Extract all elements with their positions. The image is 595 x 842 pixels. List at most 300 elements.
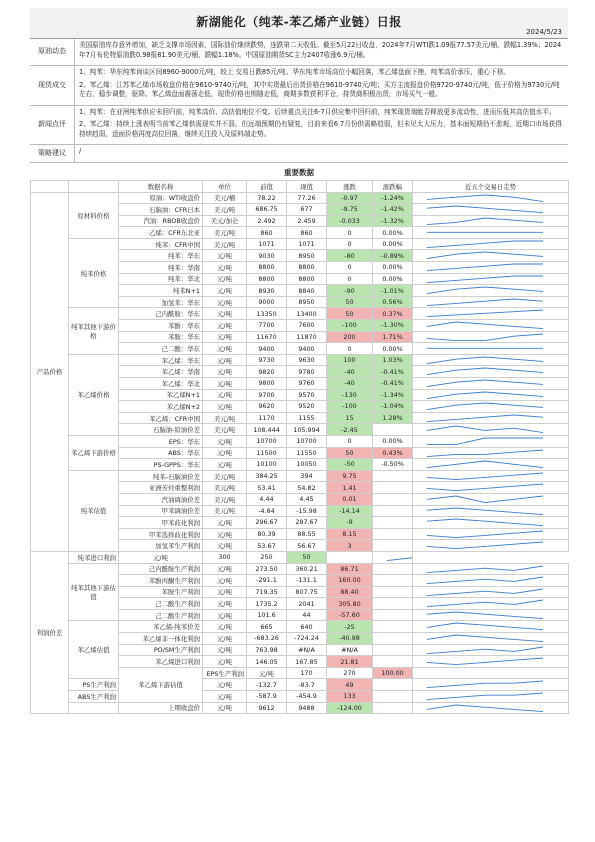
change-cell: 100.00 — [373, 667, 413, 679]
table-header-row — [31, 180, 569, 192]
sparkline-path — [427, 461, 543, 468]
change-cell: -14.14 — [327, 505, 373, 517]
name-cell: 苯乙烯进口利润 — [119, 656, 203, 668]
unit-cell: 美元/吨 — [203, 204, 247, 216]
pct-change-cell: 0.43% — [373, 447, 413, 459]
current-cell: 9780 — [287, 366, 327, 378]
name-cell: 苯酚丙酮生产利润 — [119, 575, 203, 587]
sparkline-path — [427, 426, 543, 433]
group-cell: 苯乙烯下游价格 — [69, 435, 119, 470]
sparkline-path — [427, 519, 543, 526]
sparkline-cell — [413, 215, 569, 227]
pct-change-cell: -0.50% — [373, 459, 413, 471]
sparkline — [413, 436, 569, 447]
unit-cell: 元/吨 — [203, 540, 247, 552]
sparkline-cell — [413, 262, 569, 274]
prev-cell: 8800 — [247, 262, 287, 274]
pct-change-cell: 0.00% — [373, 238, 413, 250]
sparkline-path — [427, 368, 543, 375]
table-row — [31, 702, 569, 714]
change-cell: 0 — [327, 273, 373, 285]
current-cell: 270 — [327, 667, 373, 679]
sparkline — [413, 517, 569, 528]
change-cell: 9.75 — [327, 470, 373, 482]
change-cell: 21.81 — [327, 656, 373, 668]
sparkline-path — [427, 218, 543, 225]
change-cell: 8.15 — [327, 528, 373, 540]
sparkline-path — [427, 496, 543, 503]
change-cell: -0.97 — [327, 192, 373, 204]
name-cell: PO/SM生产利润 — [119, 644, 203, 656]
current-cell: 807.75 — [287, 586, 327, 598]
sparkline-path — [427, 380, 543, 387]
prev-cell: 4.44 — [247, 493, 287, 505]
pct-change-cell: -0.41% — [373, 378, 413, 390]
sparkline-cell — [413, 435, 569, 447]
prev-cell: 300 — [203, 551, 247, 563]
pct-change-cell — [373, 691, 413, 703]
sparkline — [413, 343, 569, 354]
category-cell: 利润价差 — [31, 551, 69, 713]
name-cell: 纯苯进口利润 — [69, 551, 119, 563]
change-cell: #N/A — [327, 644, 373, 656]
prev-cell: 101.6 — [247, 609, 287, 621]
group-cell: 苯乙烯估值 — [69, 621, 119, 679]
current-cell: 11550 — [287, 447, 327, 459]
column-header: 数据名称 — [119, 180, 203, 192]
unit-cell: 元/吨 — [203, 273, 247, 285]
sparkline — [413, 193, 569, 204]
unit-cell: 元/吨 — [203, 702, 247, 714]
table-row — [31, 192, 569, 204]
name-cell: 苯胺生产利润 — [119, 586, 203, 598]
pct-change-cell — [373, 505, 413, 517]
current-cell: 9630 — [287, 354, 327, 366]
unit-cell: 元/吨 — [203, 691, 247, 703]
current-cell: 8950 — [287, 250, 327, 262]
name-cell: 苯乙烯：华东 — [119, 354, 203, 366]
prev-cell: 273.50 — [247, 563, 287, 575]
unit-cell: 元/吨 — [203, 343, 247, 355]
sparkline-cell — [373, 551, 413, 563]
name-cell: 纯苯：CFR中国 — [119, 238, 203, 250]
prev-cell: 80.39 — [247, 528, 287, 540]
unit-cell: 元/吨 — [247, 667, 287, 679]
name-cell: 加氢苯：华东 — [119, 296, 203, 308]
sparkline-path — [427, 600, 543, 607]
prev-cell: 13350 — [247, 308, 287, 320]
change-cell: 0 — [327, 238, 373, 250]
change-cell: -9.75 — [327, 204, 373, 216]
pct-change-cell: -0.41% — [373, 366, 413, 378]
unit-cell: 元/吨 — [203, 308, 247, 320]
sparkline-path — [427, 403, 543, 410]
current-cell: -454.9 — [287, 691, 327, 703]
sparkline-path — [427, 508, 543, 515]
name-cell: PS-GPPS：华东 — [119, 459, 203, 471]
unit-cell: 元/吨 — [203, 563, 247, 575]
prev-cell: 9000 — [247, 296, 287, 308]
pct-change-cell — [327, 551, 373, 563]
pct-change-cell: -1.34% — [373, 389, 413, 401]
current-cell: -83.7 — [287, 679, 327, 691]
unit-cell: 元/吨 — [203, 517, 247, 529]
pct-change-cell — [373, 517, 413, 529]
sparkline-cell — [413, 389, 569, 401]
prev-cell: 9800 — [247, 378, 287, 390]
change-cell: -40 — [327, 366, 373, 378]
current-cell: 9520 — [287, 401, 327, 413]
current-cell: 4.45 — [287, 493, 327, 505]
change-cell: 88.40 — [327, 586, 373, 598]
report-header — [30, 8, 568, 39]
pct-change-cell: 0.00% — [373, 435, 413, 447]
sparkline-cell — [413, 366, 569, 378]
sparkline — [413, 540, 569, 551]
prev-cell: 384.25 — [247, 470, 287, 482]
change-cell: -130 — [327, 389, 373, 401]
pct-change-cell: 0.37% — [373, 308, 413, 320]
unit-cell: 元/吨 — [203, 633, 247, 645]
name-cell: 己二酸：华东 — [119, 343, 203, 355]
pct-change-cell: -1.30% — [373, 320, 413, 332]
name-cell: 甲苯选择歧化利润 — [119, 528, 203, 540]
change-cell: 0 — [327, 262, 373, 274]
sparkline-cell — [413, 633, 569, 645]
sparkline — [413, 297, 569, 308]
column-header: 单位 — [203, 180, 247, 192]
prev-cell: 9400 — [247, 343, 287, 355]
name-cell: 己二酸生产利润 — [119, 598, 203, 610]
group-cell: 苯乙烯价格 — [69, 354, 119, 435]
sparkline-path — [427, 392, 543, 399]
table-row — [31, 679, 569, 691]
change-cell: -57.60 — [327, 609, 373, 621]
sparkline — [413, 401, 569, 412]
change-cell: -100 — [327, 320, 373, 332]
name-cell: 苯乙烯：华北 — [119, 378, 203, 390]
prev-cell: 1735.2 — [247, 598, 287, 610]
sparkline-path — [427, 450, 543, 457]
pct-change-cell — [373, 575, 413, 587]
table-row — [31, 563, 569, 575]
change-cell: 1.41 — [327, 482, 373, 494]
name-cell: ABS生产利润 — [69, 691, 119, 703]
sparkline-cell — [413, 540, 569, 552]
sparkline-cell — [413, 691, 569, 703]
change-cell: 0 — [327, 435, 373, 447]
prev-cell: -291.1 — [247, 575, 287, 587]
name-cell: EPS：华东 — [119, 435, 203, 447]
section-label: 新闻点评 — [30, 106, 75, 145]
unit-cell: 元/吨 — [203, 644, 247, 656]
column-header: 前值 — [247, 180, 287, 192]
table-row — [31, 238, 569, 250]
sparkline-cell — [413, 401, 569, 413]
pct-change-cell: 0.56% — [373, 296, 413, 308]
current-cell: -131.1 — [287, 575, 327, 587]
current-cell: 8800 — [287, 262, 327, 274]
sparkline — [413, 471, 569, 482]
current-cell: 13400 — [287, 308, 327, 320]
unit-cell: 元/吨 — [203, 679, 247, 691]
column-header: 涨跌幅 — [373, 180, 413, 192]
name-cell: 苯乙烯N+1 — [119, 389, 203, 401]
column-header — [69, 180, 119, 192]
sparkline — [413, 482, 569, 493]
prev-cell: 8930 — [247, 285, 287, 297]
unit-cell: 美元/吨 — [203, 493, 247, 505]
unit-cell: 元/吨 — [203, 435, 247, 447]
current-cell: #N/A — [287, 644, 327, 656]
sparkline-cell — [413, 354, 569, 366]
sparkline — [413, 448, 569, 459]
unit-cell: 元/吨 — [203, 250, 247, 262]
pct-change-cell — [373, 493, 413, 505]
pct-change-cell — [373, 586, 413, 598]
unit-cell: 美元/加仑 — [203, 215, 247, 227]
group-cell: 苯乙烯下游估值 — [119, 667, 203, 702]
name-cell: 己二酸生产利润 — [119, 609, 203, 621]
change-cell: 3 — [327, 540, 373, 552]
name-cell: 纯苯：华南 — [119, 262, 203, 274]
sparkline — [413, 216, 569, 227]
name-cell: 纯苯：华北 — [119, 273, 203, 285]
prev-cell: -132.7 — [247, 679, 287, 691]
sparkline-cell — [413, 493, 569, 505]
group-cell: 原材料价格 — [69, 192, 119, 238]
section-body — [76, 145, 568, 162]
unit-cell: 元/吨 — [203, 296, 247, 308]
sparkline — [413, 703, 569, 714]
pct-change-cell — [373, 644, 413, 656]
prev-cell: 10700 — [247, 435, 287, 447]
name-cell: 石脑油-原油价差 — [119, 424, 203, 436]
unit-cell: 元/吨 — [203, 389, 247, 401]
section-body — [76, 66, 568, 105]
column-header — [31, 180, 69, 192]
pct-change-cell — [413, 667, 569, 679]
name-cell: EPS生产利润 — [203, 667, 247, 679]
sparkline-path — [427, 623, 543, 630]
unit-cell: 美元/吨 — [203, 238, 247, 250]
sparkline-path — [427, 635, 543, 642]
change-cell: -50 — [327, 459, 373, 471]
table-row — [31, 621, 569, 633]
table-row — [31, 435, 569, 447]
section-3 — [30, 106, 568, 146]
unit-cell: 美元/吨 — [203, 227, 247, 239]
sparkline-cell — [413, 459, 569, 471]
pct-change-cell: 0.00% — [373, 273, 413, 285]
prev-cell: 1071 — [247, 238, 287, 250]
pct-change-cell: 1.28% — [373, 412, 413, 424]
sparkline — [413, 285, 569, 296]
sparkline — [413, 598, 569, 609]
unit-cell: 元/吨 — [203, 401, 247, 413]
sparkline — [413, 494, 569, 505]
change-cell: 50 — [327, 447, 373, 459]
change-cell: -0.033 — [327, 215, 373, 227]
prev-cell: 8800 — [247, 273, 287, 285]
change-cell: 50 — [327, 296, 373, 308]
group-cell: 纯苯价格 — [69, 238, 119, 308]
sparkline-path — [427, 438, 543, 445]
pct-change-cell: -1.24% — [373, 192, 413, 204]
section-paragraph: 1、纯苯：华东纯苯询谈区间8960-9000元/吨，较上 交易日跌85元/吨。华东纯苯市场高位小幅回落，苯乙烯盘面下挫，纯苯高价承压，重心下移。 — [79, 68, 510, 76]
name-cell: ABS：华东 — [119, 447, 203, 459]
prev-cell: 7700 — [247, 320, 287, 332]
column-header: 近五个交易日走势 — [413, 180, 569, 192]
current-cell: 10050 — [287, 459, 327, 471]
pct-change-cell — [373, 609, 413, 621]
section-label: 原油动态 — [30, 39, 75, 65]
unit-cell: 元/吨 — [203, 575, 247, 587]
group-cell: 纯苯其他下游价格 — [69, 308, 119, 354]
column-header: 涨跌 — [327, 180, 373, 192]
pct-change-cell — [373, 702, 413, 714]
sparkline — [413, 691, 569, 702]
sparkline — [413, 679, 569, 690]
section-paragraph: 美国原油库存意外增加，缺乏支撑市场因素，国际油价继续跌势，连跌第二天收低。截至5月22日收盘，2024年7月WTI跌1.09报77.57美元/桶，跌幅1.39%；2024年7月布伦特原油跌0.98报81.90美元/桶，跌幅1.18%。中国原油期货SC主力2407收涨6.9元/桶。 — [79, 41, 562, 59]
change-cell: -40.98 — [327, 633, 373, 645]
name-cell: 上期收盘价 — [119, 702, 203, 714]
sparkline-path — [427, 681, 543, 688]
prev-cell: 9620 — [247, 401, 287, 413]
change-cell: 0.01 — [327, 493, 373, 505]
current-cell: 167.85 — [287, 656, 327, 668]
prev-cell: 9612 — [247, 702, 287, 714]
prev-cell: 170 — [287, 667, 327, 679]
name-cell: 苯乙烯：华南 — [119, 366, 203, 378]
current-cell: 54.82 — [287, 482, 327, 494]
sparkline-cell — [413, 424, 569, 436]
change-cell: 49 — [327, 679, 373, 691]
sparkline-path — [427, 531, 543, 538]
table-row — [31, 354, 569, 366]
change-cell: -124.00 — [327, 702, 373, 714]
sparkline-path — [427, 577, 543, 584]
group-cell: 纯苯其他下游估值 — [69, 563, 119, 621]
name-cell: 苯胺：华东 — [119, 331, 203, 343]
current-cell: 88.55 — [287, 528, 327, 540]
prev-cell: 9730 — [247, 354, 287, 366]
table-row — [31, 470, 569, 482]
unit-cell: 美元/吨 — [203, 505, 247, 517]
change-cell: -40 — [327, 378, 373, 390]
sparkline — [373, 552, 413, 563]
current-cell: 56.67 — [287, 540, 327, 552]
name-cell: 乙烯：CFR东北亚 — [119, 227, 203, 239]
sparkline — [413, 587, 569, 598]
sparkline-path — [427, 658, 543, 665]
sparkline-cell — [413, 285, 569, 297]
unit-cell: 元/吨 — [203, 621, 247, 633]
unit-cell: 美元/吨 — [203, 470, 247, 482]
unit-cell: 元/吨 — [203, 598, 247, 610]
current-cell: 640 — [287, 621, 327, 633]
sparkline-path — [427, 322, 543, 329]
prev-cell: 719.35 — [247, 586, 287, 598]
pct-change-cell: 1.03% — [373, 354, 413, 366]
prev-cell: 9700 — [247, 389, 287, 401]
sparkline-path — [427, 357, 543, 364]
sparkline-path — [427, 299, 543, 306]
section-body — [76, 106, 568, 145]
sparkline — [413, 656, 569, 667]
sparkline-path — [427, 241, 543, 248]
sparkline-path — [427, 473, 543, 480]
name-cell: 亚洲芳烃重整利润 — [119, 482, 203, 494]
unit-cell: 元/吨 — [203, 331, 247, 343]
sparkline-path — [427, 647, 543, 654]
current-cell: 11870 — [287, 331, 327, 343]
current-cell: 9570 — [287, 389, 327, 401]
sparkline-path — [427, 252, 543, 259]
section-1 — [30, 39, 568, 66]
sparkline-cell — [413, 343, 569, 355]
sparkline-cell — [413, 308, 569, 320]
sparkline — [413, 413, 569, 424]
sparkline — [413, 564, 569, 575]
name-cell: 汽油：RBOB收盘价 — [119, 215, 203, 227]
prev-cell: -4.84 — [247, 505, 287, 517]
prev-cell: 11670 — [247, 331, 287, 343]
report-title: 新湖能化（纯苯-苯乙烯产业链）日报 — [196, 15, 402, 29]
name-cell: 苯乙烯非一体化利润 — [119, 633, 203, 645]
category-cell: 产品价格 — [31, 192, 69, 551]
current-cell: 287.67 — [287, 517, 327, 529]
sparkline-cell — [413, 586, 569, 598]
sparkline-path — [427, 195, 543, 202]
unit-cell: 美元/吨 — [203, 482, 247, 494]
unit-cell: 美元/吨 — [203, 412, 247, 424]
prev-cell: 665 — [247, 621, 287, 633]
section-4 — [30, 145, 568, 163]
sparkline — [413, 506, 569, 517]
change-cell: 0 — [327, 343, 373, 355]
unit-cell: 元/吨 — [203, 285, 247, 297]
sparkline-cell — [413, 204, 569, 216]
section-label: 现货成交 — [30, 66, 75, 105]
prev-cell: 9030 — [247, 250, 287, 262]
pct-change-cell — [373, 563, 413, 575]
prev-cell: 11500 — [247, 447, 287, 459]
change-cell: 100 — [327, 354, 373, 366]
current-cell: 9400 — [287, 343, 327, 355]
sparkline-path — [427, 334, 543, 341]
sparkline — [413, 332, 569, 343]
pct-change-cell — [373, 621, 413, 633]
sparkline-cell — [413, 656, 569, 668]
pct-change-cell: -1.01% — [373, 285, 413, 297]
sparkline — [413, 262, 569, 273]
sparkline — [413, 459, 569, 470]
sparkline-path — [427, 415, 543, 422]
sparkline — [413, 308, 569, 319]
pct-change-cell: -0.89% — [373, 250, 413, 262]
pct-change-cell — [373, 482, 413, 494]
sparkline-cell — [413, 482, 569, 494]
sparkline-path — [427, 612, 543, 619]
data-table — [30, 180, 569, 715]
pct-change-cell — [373, 679, 413, 691]
unit-cell: 元/吨 — [203, 586, 247, 598]
pct-change-cell: -1.32% — [373, 215, 413, 227]
sparkline-path — [427, 287, 543, 294]
current-cell: 44 — [287, 609, 327, 621]
name-cell: 己内酰胺：华东 — [119, 308, 203, 320]
